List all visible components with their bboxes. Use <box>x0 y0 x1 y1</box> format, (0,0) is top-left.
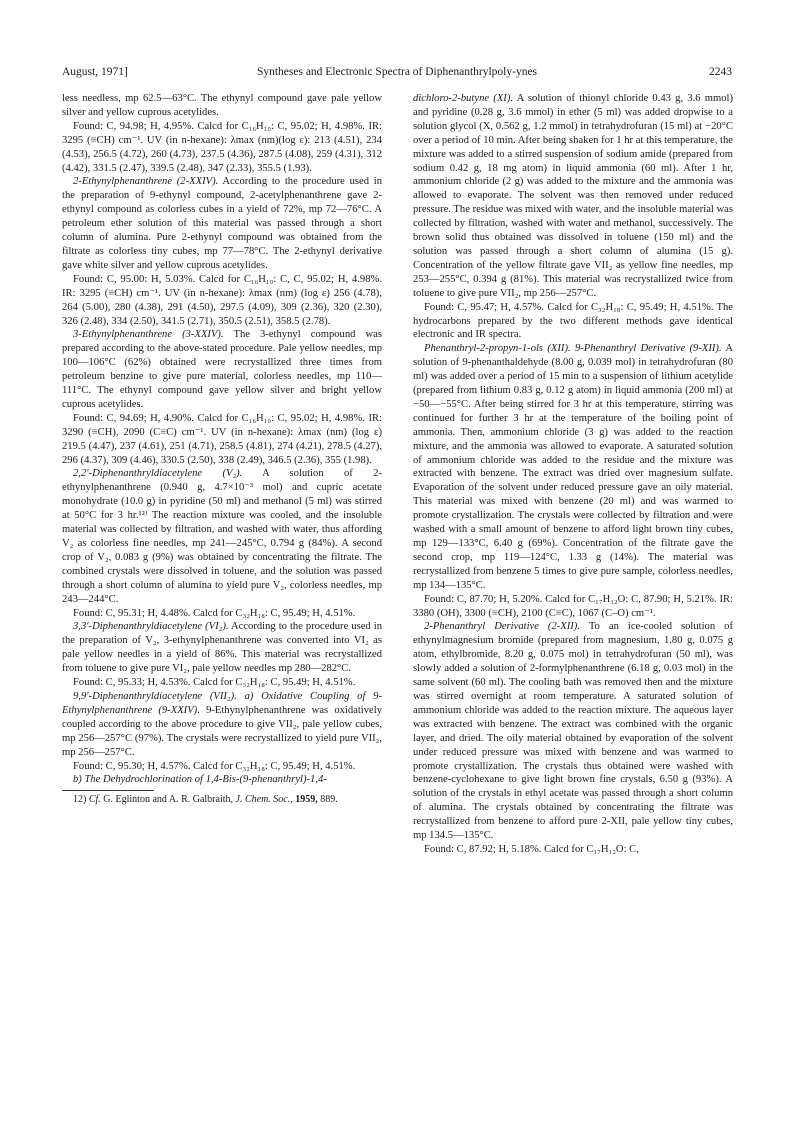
section-heading: 3-Ethynylphenanthrene (3-XXIV). <box>73 329 224 341</box>
paragraph <box>62 412 382 468</box>
paragraph <box>413 843 733 857</box>
paragraph-text: Found: C, 95.00: H, 5.03%. Calcd for C₁₆H₁₀: C, C, 95.02; H, 4.98%. IR: 3295 (≡CH) cm⁻¹. UV (in n-hexane): λmax (nm) (log ε) 256 (4.78), 264 (5.00), 280 (4.38), 291 (4.50), 297.5 (4.09), 309 (2.36), 320 (2.30), 326 (2.48), 334 (2.50), 341.5 (2.71), 350.5 (2.51), 358.5 (2.78). <box>62 273 382 327</box>
section-heading: 9,9′-Diphenanthryldiacetylene (VII₂). a) Oxidative Coupling of 9-Ethynylphenanthrene (9-XXIV). <box>62 690 382 716</box>
left-column <box>62 92 382 806</box>
paragraph-text: According to the procedure used in the preparation of 9-ethynyl compound, 2-acetylphenanthrene gave 2-ethynyl compound as colorless cubes in a yield of 72%, mp 72—76°C. A petroleum ether solution of this material was passed through a short column of alumina. Pure 2-ethynyl compound was obtained from the filtrate as colorless tiny cubes, mp 77—78°C. The 2-ethynyl derivative gave white silver and yellow cuprous acetylides. <box>62 176 382 271</box>
paragraph-text: Found: C, 95.30; H, 4.57%. Calcd for C₃₂H₁₈: C, 95.49; H, 4.51%. <box>73 760 356 772</box>
header-date: August, 1971] <box>62 66 128 78</box>
paragraph-text: Found: C, 87.70; H, 5.20%. Calcd for C₁₇H₁₂O: C, 87.90; H, 5.21%. IR: 3380 (OH), 3300 (≡CH), 2100 (C≡C), 1067 (C–O) cm⁻¹. <box>413 593 733 619</box>
paragraph <box>62 690 382 760</box>
footnote-authors: G. Eglinton and A. R. Galbraith, <box>103 794 234 806</box>
paragraph <box>62 620 382 676</box>
paragraph <box>62 175 382 272</box>
footnote-year: 1959, <box>295 794 318 806</box>
paragraph <box>62 676 382 690</box>
footnote-prefix: Cf. <box>88 794 101 806</box>
paragraph <box>62 328 382 411</box>
section-heading: 2-Ethynylphenanthrene (2-XXIV). <box>73 176 219 188</box>
paragraph-text: To an ice-cooled solution of ethynylmagnesium bromide (prepared from magnesium, 1.80 g, 0.075 g atom, ethylbromide, 8.20 g, 0.075 mol) in tetrahydrofuran (50 ml), was slowly added a solution of 2-formylphenanthrene (6.18 g, 0.03 mol) in the same solvent (60 ml). The cooling bath was removed then and the mixture was stirred overnight at room temperature. A saturated solution of ammonium chloride was added to the reaction mixture. The aqueous layer was extracted with benzene. The extract was combined with the organic layer, and dried. The oily material obtained by evaporation of the solvent under reduced pressure was mixed with benzene and was warmed to promote crystallization. The crystals thus obtained were washed with benzene-cyclohexane to give light brown fine crystals, 6.50 g (93%). A solution of the crystals in ethyl acetate was passed through a short column of alumina. The crystals obtained by concentrating the filtrate was recrystallized from benzene to afford pure 2-XII, pale yellow tiny cubes, mp 134.5—135°C. <box>413 621 733 842</box>
section-heading: b) The Dehydrochlorination of 1,4-Bis-(9-phenanthryl)-1,4- <box>73 774 327 786</box>
section-heading: 3,3′-Diphenanthryldiacetylene (VI₂). <box>73 621 229 633</box>
paragraph <box>413 593 733 621</box>
paragraph-text: Found: C, 95.31; H, 4.48%. Calcd for C₃₂H₁₈: C, 95.49; H, 4.51%. <box>73 607 356 619</box>
section-heading: 2,2′-Diphenanthryldiacetylene (V₂). <box>73 468 243 480</box>
header-title: Syntheses and Electronic Spectra of Diphenanthrylpoly-ynes <box>256 66 538 78</box>
paragraph-text: Found: C, 94.98; H, 4.95%. Calcd for C₁₆H₁₀: C, 95.02; H, 4.98%. IR: 3295 (≡CH) cm⁻¹. UV (in n-hexane): λmax (nm)(log ε): 213 (4.51), 234 (4.53), 256.5 (4.72), 260 (4.73), 237.5 (4.36), 287.5 (4.08), 259 (4.31), 312 (4.42), 331.5 (2.47), 339.5 (2.48), 347 (2.33), 355.5 (1.93). <box>62 120 382 174</box>
paragraph <box>413 92 733 301</box>
paragraph-text: Found: C, 95.47; H, 4.57%. Calcd for C₃₂H₁₈: C, 95.49; H, 4.51%. The hydrocarbons prepared by the two different methods gave identical electronic and IR spectra. <box>413 301 733 341</box>
paragraph <box>413 342 733 592</box>
running-header <box>62 64 732 80</box>
paragraph <box>413 620 733 843</box>
paragraph-text: According to the procedure used in the preparation of V₂, 3-ethynylphenanthrene was converted into VI₂ as pale yellow needles in a yield of 86%. This material was recrystallized from toluene to give pure VI₂, pale yellow needles mp 280—282°C. <box>62 621 382 675</box>
paragraph-text: A solution of thionyl chloride 0.43 g, 3.6 mmol) and pyridine (0.28 g, 3.6 mmol) in ether (5 ml) was added dropwise to a solution glycol (X, 0.562 g, 1.2 mmol) in tetrahydrofuran (15 ml) at −20°C over a period of 10 min. After being shaken for 1 hr at this temperature, the mixture was added to a stirred suspension of sodium amide (prepared from sodium 0.42 g, 18 mg atom) in liquid ammonia (60 ml). After 1 hr, ammonium chloride (2 g) was added to the mixture and the ammonia was allowed to evaporate. The solvent was then removed under reduced pressure. The residue was mixed with water, and the insoluble material was collected by filtration, washed with water and methanol, successively. The brown solid thus obtained was dissolved in toluene (150 ml) and the solution was passed through a short column of alumina (15 g). Concentration of the yellow filtrate gave VII₂ as yellow fine needles, mp 253—255°C, 0.394 g (81%). This material was recrystallized twice from toluene to give pure VII₂, mp 256—257°C. <box>413 93 733 299</box>
section-heading: 2-Phenanthryl Derivative (2-XII). <box>424 621 580 633</box>
footnote-number: 12) <box>73 794 87 806</box>
section-heading: dichloro-2-butyne (XI). <box>413 93 514 104</box>
paragraph <box>62 92 382 120</box>
paragraph-text: less needless, mp 62.5—63°C. The ethynyl compound gave pale yellow silver and yellow cuprous acetylides. <box>62 93 382 118</box>
paragraph-text: 9-Ethynylphenanthrene was oxidatively coupled according to the above procedure to give VII₂, pale yellow cubes, mp 256—257°C (97%). The crystals were recrystallized to yield pure VII₂, mp 256—257°C. <box>62 704 382 758</box>
section-heading: Phenanthryl-2-propyn-1-ols (XII). 9-Phenanthryl Derivative (9-XII). <box>424 343 722 355</box>
right-column <box>413 92 733 857</box>
paragraph <box>62 120 382 176</box>
paragraph-text: A solution of 2-ethynylphenanthrene (0.940 g, 4.7×10⁻³ mol) and cupric acetate monohydrate (10.0 g) in pyridine (50 ml) and methanol (5 ml) was stirred at 50°C for 3 hr.¹²⁾ The reaction mixture was cooled, and the insoluble material was collected by filtration, and washed with water, thus affording V₂ as colorless fine needles, mp 241—245°C, 0.794 g (84%). A second crop of V₂, 0.083 g (9%) was obtained by concentrating the filtrate. The combined crystals were dissolved in toluene, and the solution was passed through a short column of alumina to yield pure V₂, colorless needles, mp 243—244°C. <box>62 468 382 605</box>
paragraph-text: Found: C, 95.33; H, 4.53%. Calcd for C₃₂H₁₈: C, 95.49; H, 4.51%. <box>73 677 356 689</box>
paragraph-text: Found: C, 87.92; H, 5.18%. Calcd for C₁₇H₁₂O: C, <box>424 843 639 855</box>
page-number: 2243 <box>709 66 732 78</box>
paragraph <box>62 760 382 774</box>
footnote <box>62 793 382 806</box>
footnote-rule <box>62 790 154 791</box>
paragraph <box>62 607 382 621</box>
paragraph <box>413 301 733 343</box>
paragraph-text: A solution of 9-phenanthaldehyde (8.00 g, 0.039 mol) in tetrahydrofuran (80 ml) was added over a period of 15 min to a suspension of lithium acetylide (prepared from lithium 0.83 g, 0.12 g atom) in liquid ammonia (200 ml) at −50—−55°C. After being stirred for 3 hr at this temperature, stirring was continued for further 3 hr at the temperature of the boiling point of ammonia. Then, ammonium chloride (3 g) was added to the reaction mixture, and the ammonia was allowed to evaporate. A saturated solution of ammonium chloride was added to the residue and the mixture was extracted with benzene. The extract was dried over magnesium sulfate. Evaporation of the solvent under reduced pressure gave an oily material. This material was mixed with benzene (20 ml) and was warmed to promote crystallization. The crystals were collected by filtration and were washed with a small amount of benzene to afford light brown tiny cubes, mp 129—133°C, 6.40 g (69%). Concentration of the filtrate gave the second crop, mp 119—124°C, 1.33 g (14%). The material was recrystallized from benzene 5 times to give pure sample, colorless needles, mp 134—135°C. <box>413 343 733 591</box>
paragraph <box>62 467 382 606</box>
paragraph-text: The 3-ethynyl compound was prepared according to the above-stated procedure. Pale yellow needles, mp 100—106°C (62%) obtained were recrystallized three times from petroleum benzine to give pure material, colorless needles, mp 110—111°C. The ethynyl compound gave yellow silver and bright yellow cuprous acetylides. <box>62 329 382 410</box>
paragraph <box>62 273 382 329</box>
paragraph-text: Found: C, 94.69; H, 4.90%. Calcd for C₁₆H₁₀: C, 95.02; H, 4.98%. IR: 3290 (≡CH), 2090 (C≡C) cm⁻¹. UV (in n-hexane): λmax (nm) (log ε) 219.5 (4.47), 237 (4.61), 251 (4.71), 258.5 (4.81), 274 (4.21), 278.5 (4.27), 296 (4.37), 309 (4.46), 330.5 (2.50), 338 (2.49), 346.5 (2.36), 355 (1.98). <box>62 412 382 466</box>
footnote-journal: J. Chem. Soc., <box>235 794 293 806</box>
footnote-pages: 889. <box>320 794 338 806</box>
paragraph <box>62 773 382 787</box>
